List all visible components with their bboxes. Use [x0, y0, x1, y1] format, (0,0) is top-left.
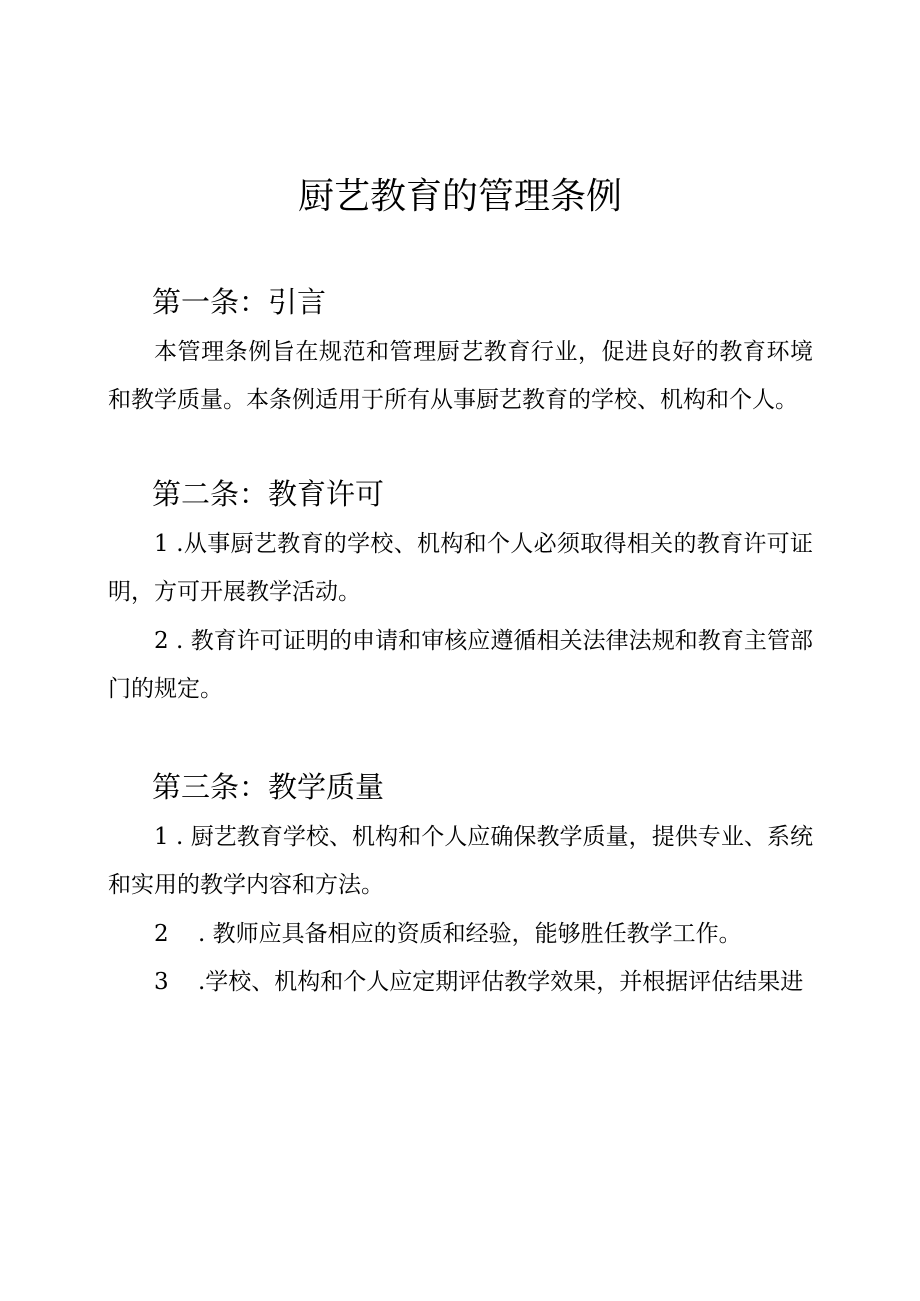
- section-heading-3: 第三条：教学质量: [152, 770, 385, 804]
- item-text: .学校、机构和个人应定期评估教学效果，并根据评估结果进: [198, 969, 804, 995]
- section-2-item-2: [108, 617, 813, 713]
- item-text: . 教师应具备相应的资质和经验，能够胜任教学工作。: [198, 921, 742, 947]
- item-number: 1: [154, 531, 169, 557]
- section-3-item-1: [108, 813, 813, 909]
- section-1-paragraph: 本管理条例旨在规范和管理厨艺教育行业，促进良好的教育环境和教学质量。本条例适用于所有从事厨艺教育的学校、机构和个人。: [108, 339, 813, 413]
- section-3-item-2: [108, 910, 813, 958]
- section-3-item-3: [108, 958, 813, 1006]
- item-number: 1: [154, 824, 169, 850]
- item-text: .从事厨艺教育的学校、机构和个人必须取得相关的教育许可证明，方可开展教学活动。: [108, 531, 813, 605]
- item-number: 2: [154, 921, 169, 947]
- item-number: 3: [154, 969, 169, 995]
- item-text: . 厨艺教育学校、机构和个人应确保教学质量，提供专业、系统和实用的教学内容和方法。: [108, 824, 814, 898]
- section-heading-1: 第一条：引言: [152, 285, 327, 319]
- section-2-item-1: [108, 520, 813, 616]
- item-number: 2: [154, 628, 169, 654]
- item-text: . 教育许可证明的申请和审核应遵循相关法律法规和教育主管部门的规定。: [108, 628, 814, 702]
- section-heading-2: 第二条：教育许可: [152, 477, 385, 511]
- document-title: 厨艺教育的管理条例: [297, 176, 622, 217]
